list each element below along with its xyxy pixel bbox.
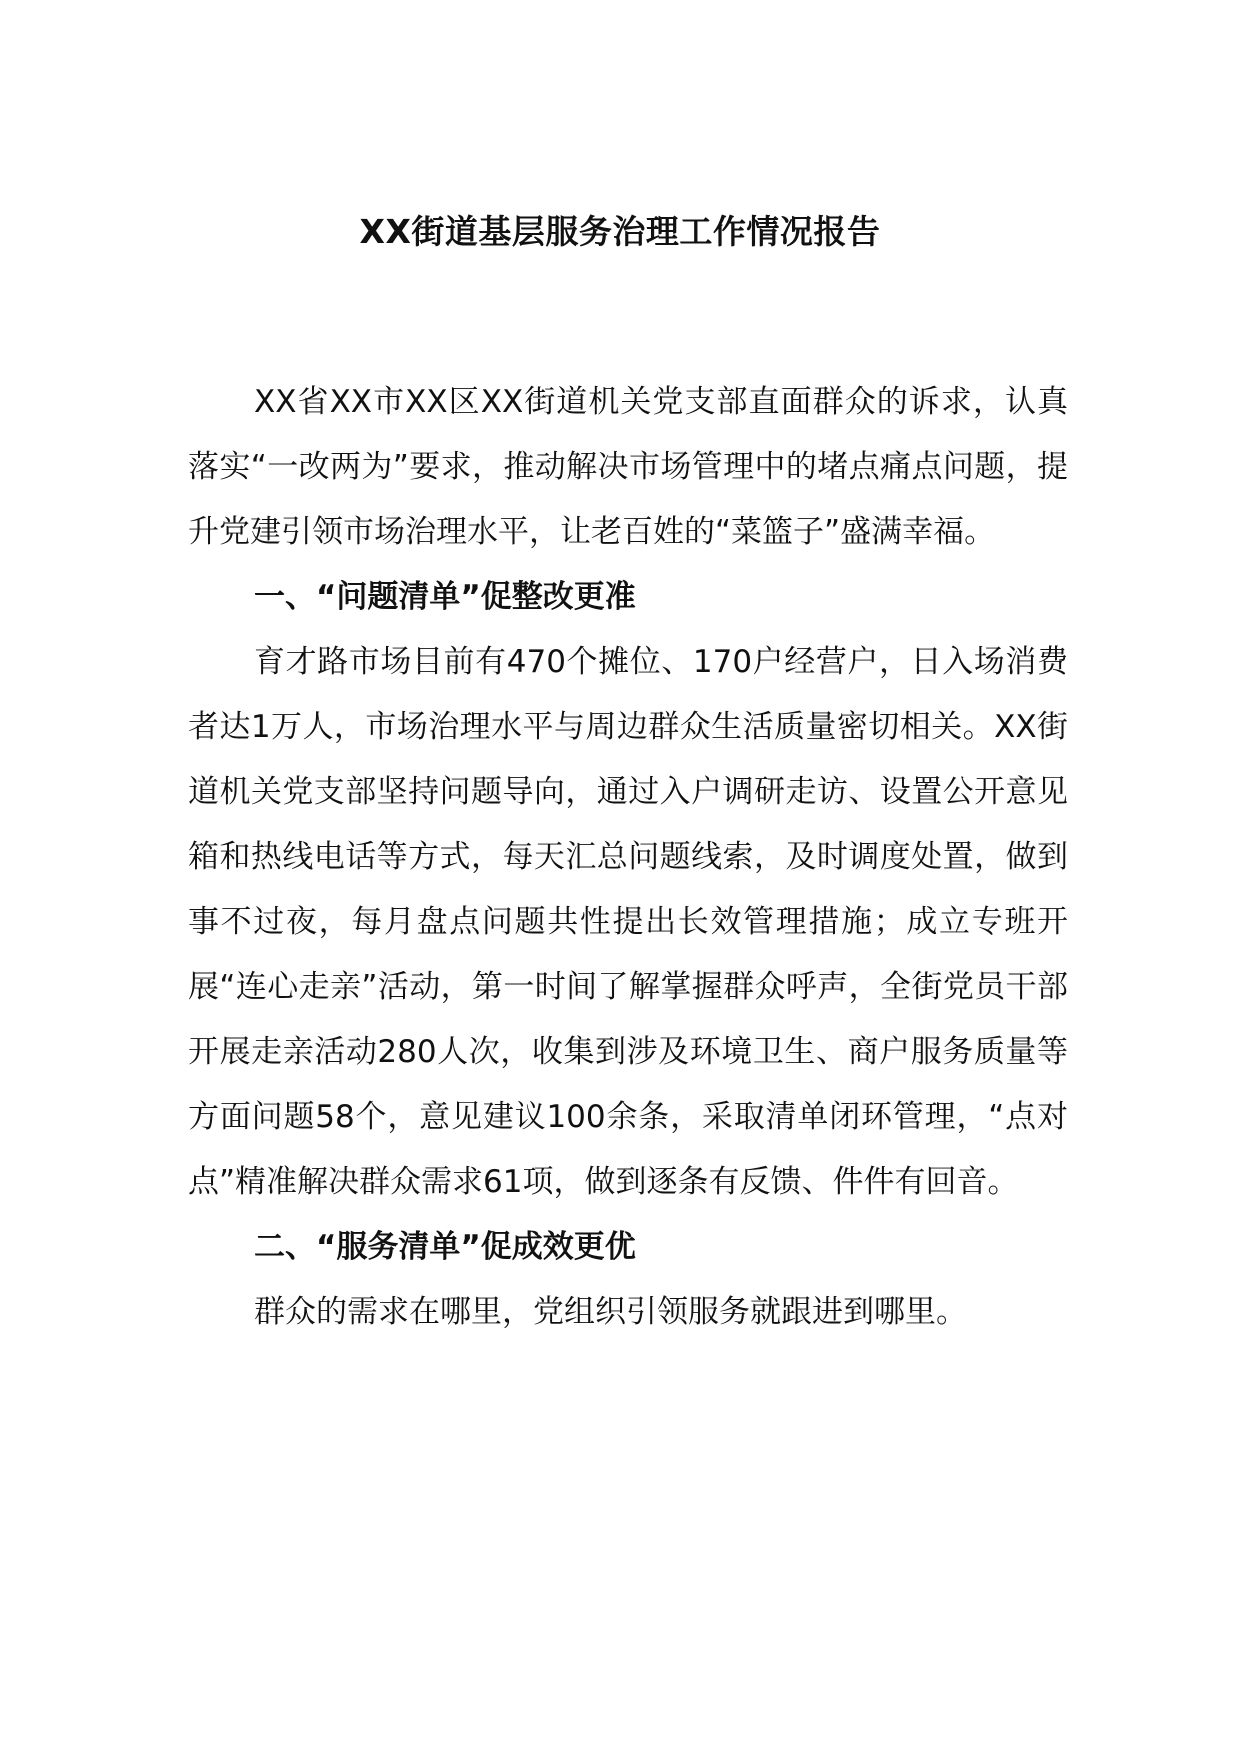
section-1-paragraph: 育才路市场目前有470个摊位、170户经营户，日入场消费者达1万人，市场治理水平与周边群众生活质量密切相关。XX街道机关党支部坚持问题导向，通过入户调研走访、设置公开意见箱和热线电话等方式，每天汇总问题线索，及时调度处置，做到事不过夜，每月盘点问题共性提出长效管理措施；成立专班开展“连心走亲”活动，第一时间了解掌握群众呼声，全街党员干部开展走亲活动280人次，收集到涉及环境卫生、商户服务质量等方面问题58个，意见建议100余条，采取清单闭环管理，“点对点”精准解决群众需求61项，做到逐条有反馈、件件有回音。	[188, 644, 1068, 1200]
document-title: XX街道基层服务治理工作情况报告	[359, 212, 881, 251]
intro-paragraph: XX省XX市XX区XX街道机关党支部直面群众的诉求，认真落实“一改两为”要求，推动解决市场管理中的堵点痛点问题，提升党建引领市场治理水平，让老百姓的“菜篮子”盛满幸福。	[188, 384, 1068, 550]
document-body	[188, 370, 1068, 1345]
section-heading-1: 一、“问题清单”促整改更准	[254, 579, 636, 615]
section-2-paragraph: 群众的需求在哪里，党组织引领服务就跟进到哪里。	[254, 1294, 967, 1330]
section-heading-2: 二、“服务清单”促成效更优	[254, 1229, 636, 1265]
